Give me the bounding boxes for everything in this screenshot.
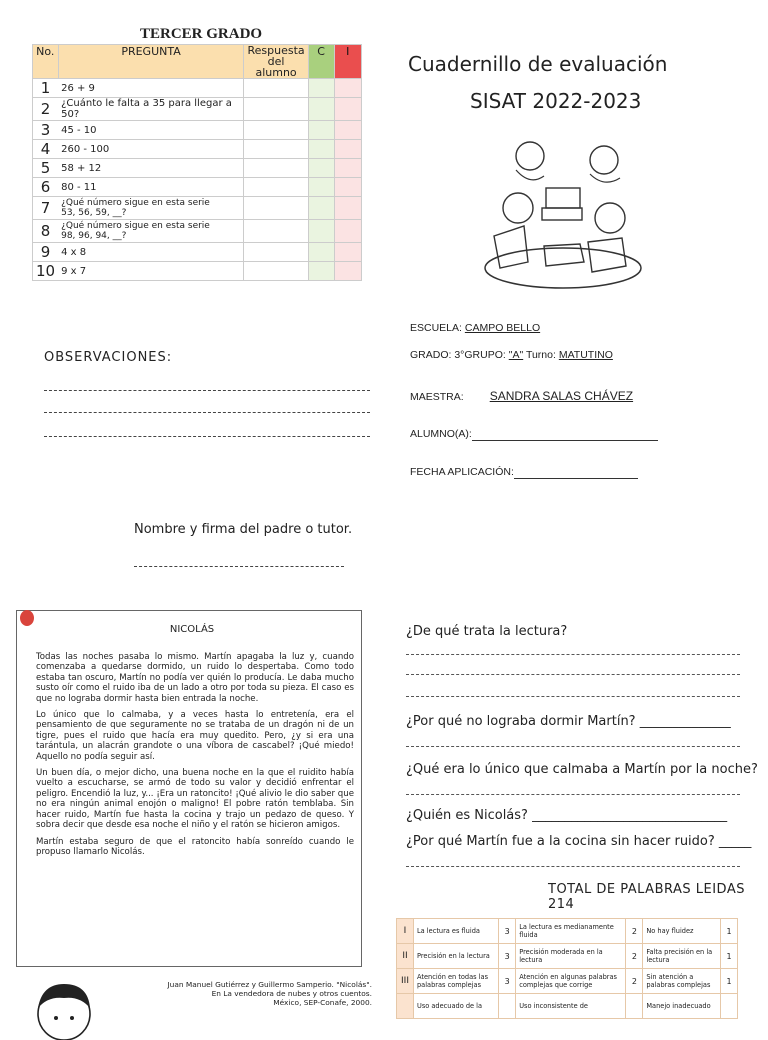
- student-field: ALUMNO(A):: [410, 428, 658, 441]
- date-input[interactable]: [514, 466, 638, 479]
- story-title: NICOLÁS: [169, 624, 215, 635]
- answer-cell[interactable]: [244, 197, 308, 220]
- header-respuesta: Respuesta del alumno: [244, 45, 308, 79]
- child-illustration: [20, 970, 110, 1040]
- answer-line[interactable]: [406, 794, 740, 795]
- table-row: I La lectura es fluida 3 La lectura es medianamente fluida 2 No hay fluidez 1: [397, 919, 738, 944]
- table-row: 5 58 + 12: [33, 159, 362, 178]
- question-2: ¿Por qué no lograba dormir Martín? ______________: [406, 714, 731, 729]
- question-1: ¿De qué trata la lectura?: [406, 624, 568, 639]
- answer-line[interactable]: [406, 866, 740, 867]
- answer-cell[interactable]: [244, 140, 308, 159]
- signature-label: Nombre y firma del padre o tutor.: [134, 522, 353, 537]
- question-4: ¿Quién es Nicolás? ______________________________: [406, 808, 728, 823]
- table-row: 6 80 - 11: [33, 178, 362, 197]
- answer-cell[interactable]: [244, 243, 308, 262]
- table-row: III Atención en todas las palabras complejas 3 Atención en algunas palabras complejas que corrige 2 Sin atención a palabras complejas 1: [397, 969, 738, 994]
- story-credit: Juan Manuel Gutiérrez y Guillermo Samperio. "Nicolás". En La vendedora de nubes y otros cuentos. México, SEP-Conafe, 2000.: [167, 980, 372, 1007]
- grade-field: GRADO: 3°GRUPO: "A" Turno: MATUTINO: [410, 349, 613, 361]
- answer-cell[interactable]: [244, 178, 308, 197]
- table-row: 10 9 x 7: [33, 262, 362, 281]
- reading-page: [0, 600, 384, 1024]
- table-row: 1 26 + 9: [33, 79, 362, 98]
- answer-cell[interactable]: [244, 220, 308, 243]
- question-5: ¿Por qué Martín fue a la cocina sin hacer ruido? _____: [406, 834, 752, 849]
- grade-title: TERCER GRADO: [140, 26, 263, 42]
- header-c: C: [308, 45, 334, 79]
- teacher-field: MAESTRA: SANDRA SALAS CHÁVEZ: [410, 389, 634, 403]
- table-row: 9 4 x 8: [33, 243, 362, 262]
- answer-cell[interactable]: [244, 262, 308, 281]
- answer-line[interactable]: [406, 746, 740, 747]
- table-row: II Precisión en la lectura 3 Precisión moderada en la lectura 2 Falta precisión en la lectura 1: [397, 944, 738, 969]
- header-pregunta: PREGUNTA: [58, 45, 244, 79]
- answer-cell[interactable]: [244, 98, 308, 121]
- header-i: I: [334, 45, 361, 79]
- booklet-subtitle: SISAT 2022-2023: [470, 89, 642, 113]
- table-row: 3 45 - 10: [33, 121, 362, 140]
- question-3: ¿Qué era lo único que calmaba a Martín por la noche?: [406, 762, 758, 777]
- story-text: Todas las noches pasaba lo mismo. Martín apagaba la luz y, cuando comenzaba a quedarse dormido, un ruido lo despertaba. Como todo estaba tan oscuro, Martín no podía ver quién lo producía. Le daba mucho susto oír como el ruido iba de un lado a otro por toda su pieza. El caso es que no lograba dormir hasta bien entrada la noche. Lo único que lo calmaba, y a veces hasta lo entretenía, era el pensamiento de que seguramente no se trataba de un dragón ni de un tigre, pues el ruido que hacía era muy quedito. Pero, ¿y si era una tarántula, un alacrán grandote o una víbora de cascabel? ¡Qué miedo! Aquello no podía seguir así. Un buen día, o mejor dicho, una buena noche en la que el ruidito había vuelto a escucharse, se armó de todo su valor y decidió enfrentar el peligro. Encendió la luz, y... ¡Era un ratoncito! ¡Qué alivio le dio saber que no era ningún animal enojón o maligno! El pobre ratón temblaba. Sin hacer ruido, Martín fue hasta la cocina y trajo un pedazo de queso. Y sobra decir que desde esa noche el niño y el ratón se hicieron amigos. Martín estaba seguro de que el ratoncito había sonreído cuando le propuso llamarlo Nicolás.: [36, 652, 354, 857]
- observation-line[interactable]: [44, 412, 370, 413]
- observation-line[interactable]: [44, 390, 370, 391]
- observaciones-label: OBSERVACIONES:: [44, 350, 173, 365]
- school-field: ESCUELA: CAMPO BELLO: [410, 322, 541, 334]
- answer-cell[interactable]: [244, 159, 308, 178]
- answer-line[interactable]: [406, 674, 740, 675]
- answer-line[interactable]: [406, 654, 740, 655]
- rubric-table: [396, 918, 738, 1019]
- table-row: 8 ¿Qué número sigue en esta serie 98, 96, 94, __?: [33, 220, 362, 243]
- header-no: No.: [33, 45, 59, 79]
- comprehension-page: [384, 600, 768, 1024]
- total-words: TOTAL DE PALABRAS LEIDAS 214: [548, 882, 745, 912]
- answer-cell[interactable]: [244, 79, 308, 98]
- cover-page: [384, 0, 768, 512]
- table-row: 4 260 - 100: [33, 140, 362, 159]
- table-row: 7 ¿Qué número sigue en esta serie 53, 56, 59, __?: [33, 197, 362, 220]
- question-sheet: [0, 0, 384, 537]
- questions-table: [32, 44, 362, 281]
- booklet-title: Cuadernillo de evaluación: [408, 52, 668, 76]
- student-input[interactable]: [472, 428, 658, 441]
- answer-cell[interactable]: [244, 121, 308, 140]
- children-reading-illustration: [480, 126, 646, 296]
- table-row: Uso adecuado de la Uso inconsistente de Manejo inadecuado: [397, 994, 738, 1019]
- date-field: FECHA APLICACIÓN:: [410, 466, 638, 479]
- signature-line[interactable]: [134, 566, 344, 567]
- answer-line[interactable]: [406, 696, 740, 697]
- observation-line[interactable]: [44, 436, 370, 437]
- table-row: 2 ¿Cuánto le falta a 35 para llegar a 50?: [33, 98, 362, 121]
